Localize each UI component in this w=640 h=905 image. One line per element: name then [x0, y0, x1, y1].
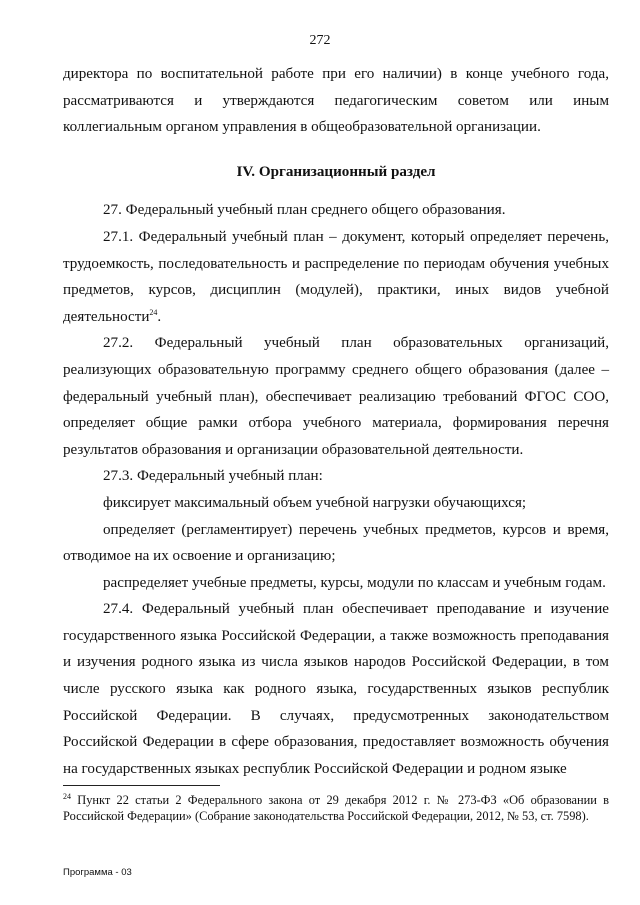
paragraph-27-1-text: 27.1. Федеральный учебный план – документ, который определяет перечень, трудоемкость, последовательность и распределение по периодам обучения учебных предметов, курсов, дисциплин (модулей), практики, иных видов учебной деятельности [63, 228, 609, 325]
footnote-divider [63, 785, 220, 786]
section-heading: IV. Организационный раздел [236, 163, 436, 180]
paragraph-continuation: директора по воспитательной работе при его наличии) в конце учебного года, рассматриваются и утверждаются педагогическим советом или иным коллегиальным органом управления в общеобразовательной организации. [63, 66, 609, 136]
list-item-b: определяет (регламентирует) перечень учебных предметов, курсов и время, отводимое на их освоение и организацию; [63, 521, 609, 565]
paragraph-27: 27. Федеральный учебный план среднего общего образования. [103, 202, 506, 219]
list-item-c: распределяет учебные предметы, курсы, модули по классам и учебным годам. [103, 574, 606, 591]
footnote-text: Пункт 22 статьи 2 Федерального закона от 29 декабря 2012 г. № 273-ФЗ «Об образовании в Российской Федерации» (Собрание законодательства Российской Федерации, 2012, № 53, ст. 7598). [63, 793, 609, 823]
footnote [63, 792, 609, 824]
document-stamp: Программа - 03 [63, 867, 132, 878]
paragraph-27-1 [63, 224, 609, 330]
list-item-a: фиксирует максимальный объем учебной нагрузки обучающихся; [103, 494, 527, 511]
paragraph-27-4: 27.4. Федеральный учебный план обеспечивает преподавание и изучение государственного языка Российской Федерации, а также возможность преподавания и изучения родного языка из числа языков народов Российской Федерации, в том числе русского языка как родного языка, государственных языков республик Российской Федерации. В случаях, предусмотренных законодательством Российской Федерации в сфере образования, предоставляет возможность обучения на государственных языках республик Российской Федерации и родном языке [63, 601, 609, 777]
footnote-marker: 24 [63, 791, 71, 801]
page-number: 272 [309, 33, 331, 48]
paragraph-27-3: 27.3. Федеральный учебный план: [103, 468, 323, 485]
footnote-reference: 24 [149, 307, 158, 317]
paragraph-27-1-end: . [157, 308, 162, 325]
main-content [63, 61, 609, 782]
paragraph-27-2: 27.2. Федеральный учебный план образовательных организаций, реализующих образовательную программу среднего общего образования (далее – федеральный учебный план), обеспечивает реализацию требований ФГОС СОО, определяет общие рамки отбора учебного материала, формирования перечня результатов образования и организации образовательной деятельности. [63, 335, 609, 458]
